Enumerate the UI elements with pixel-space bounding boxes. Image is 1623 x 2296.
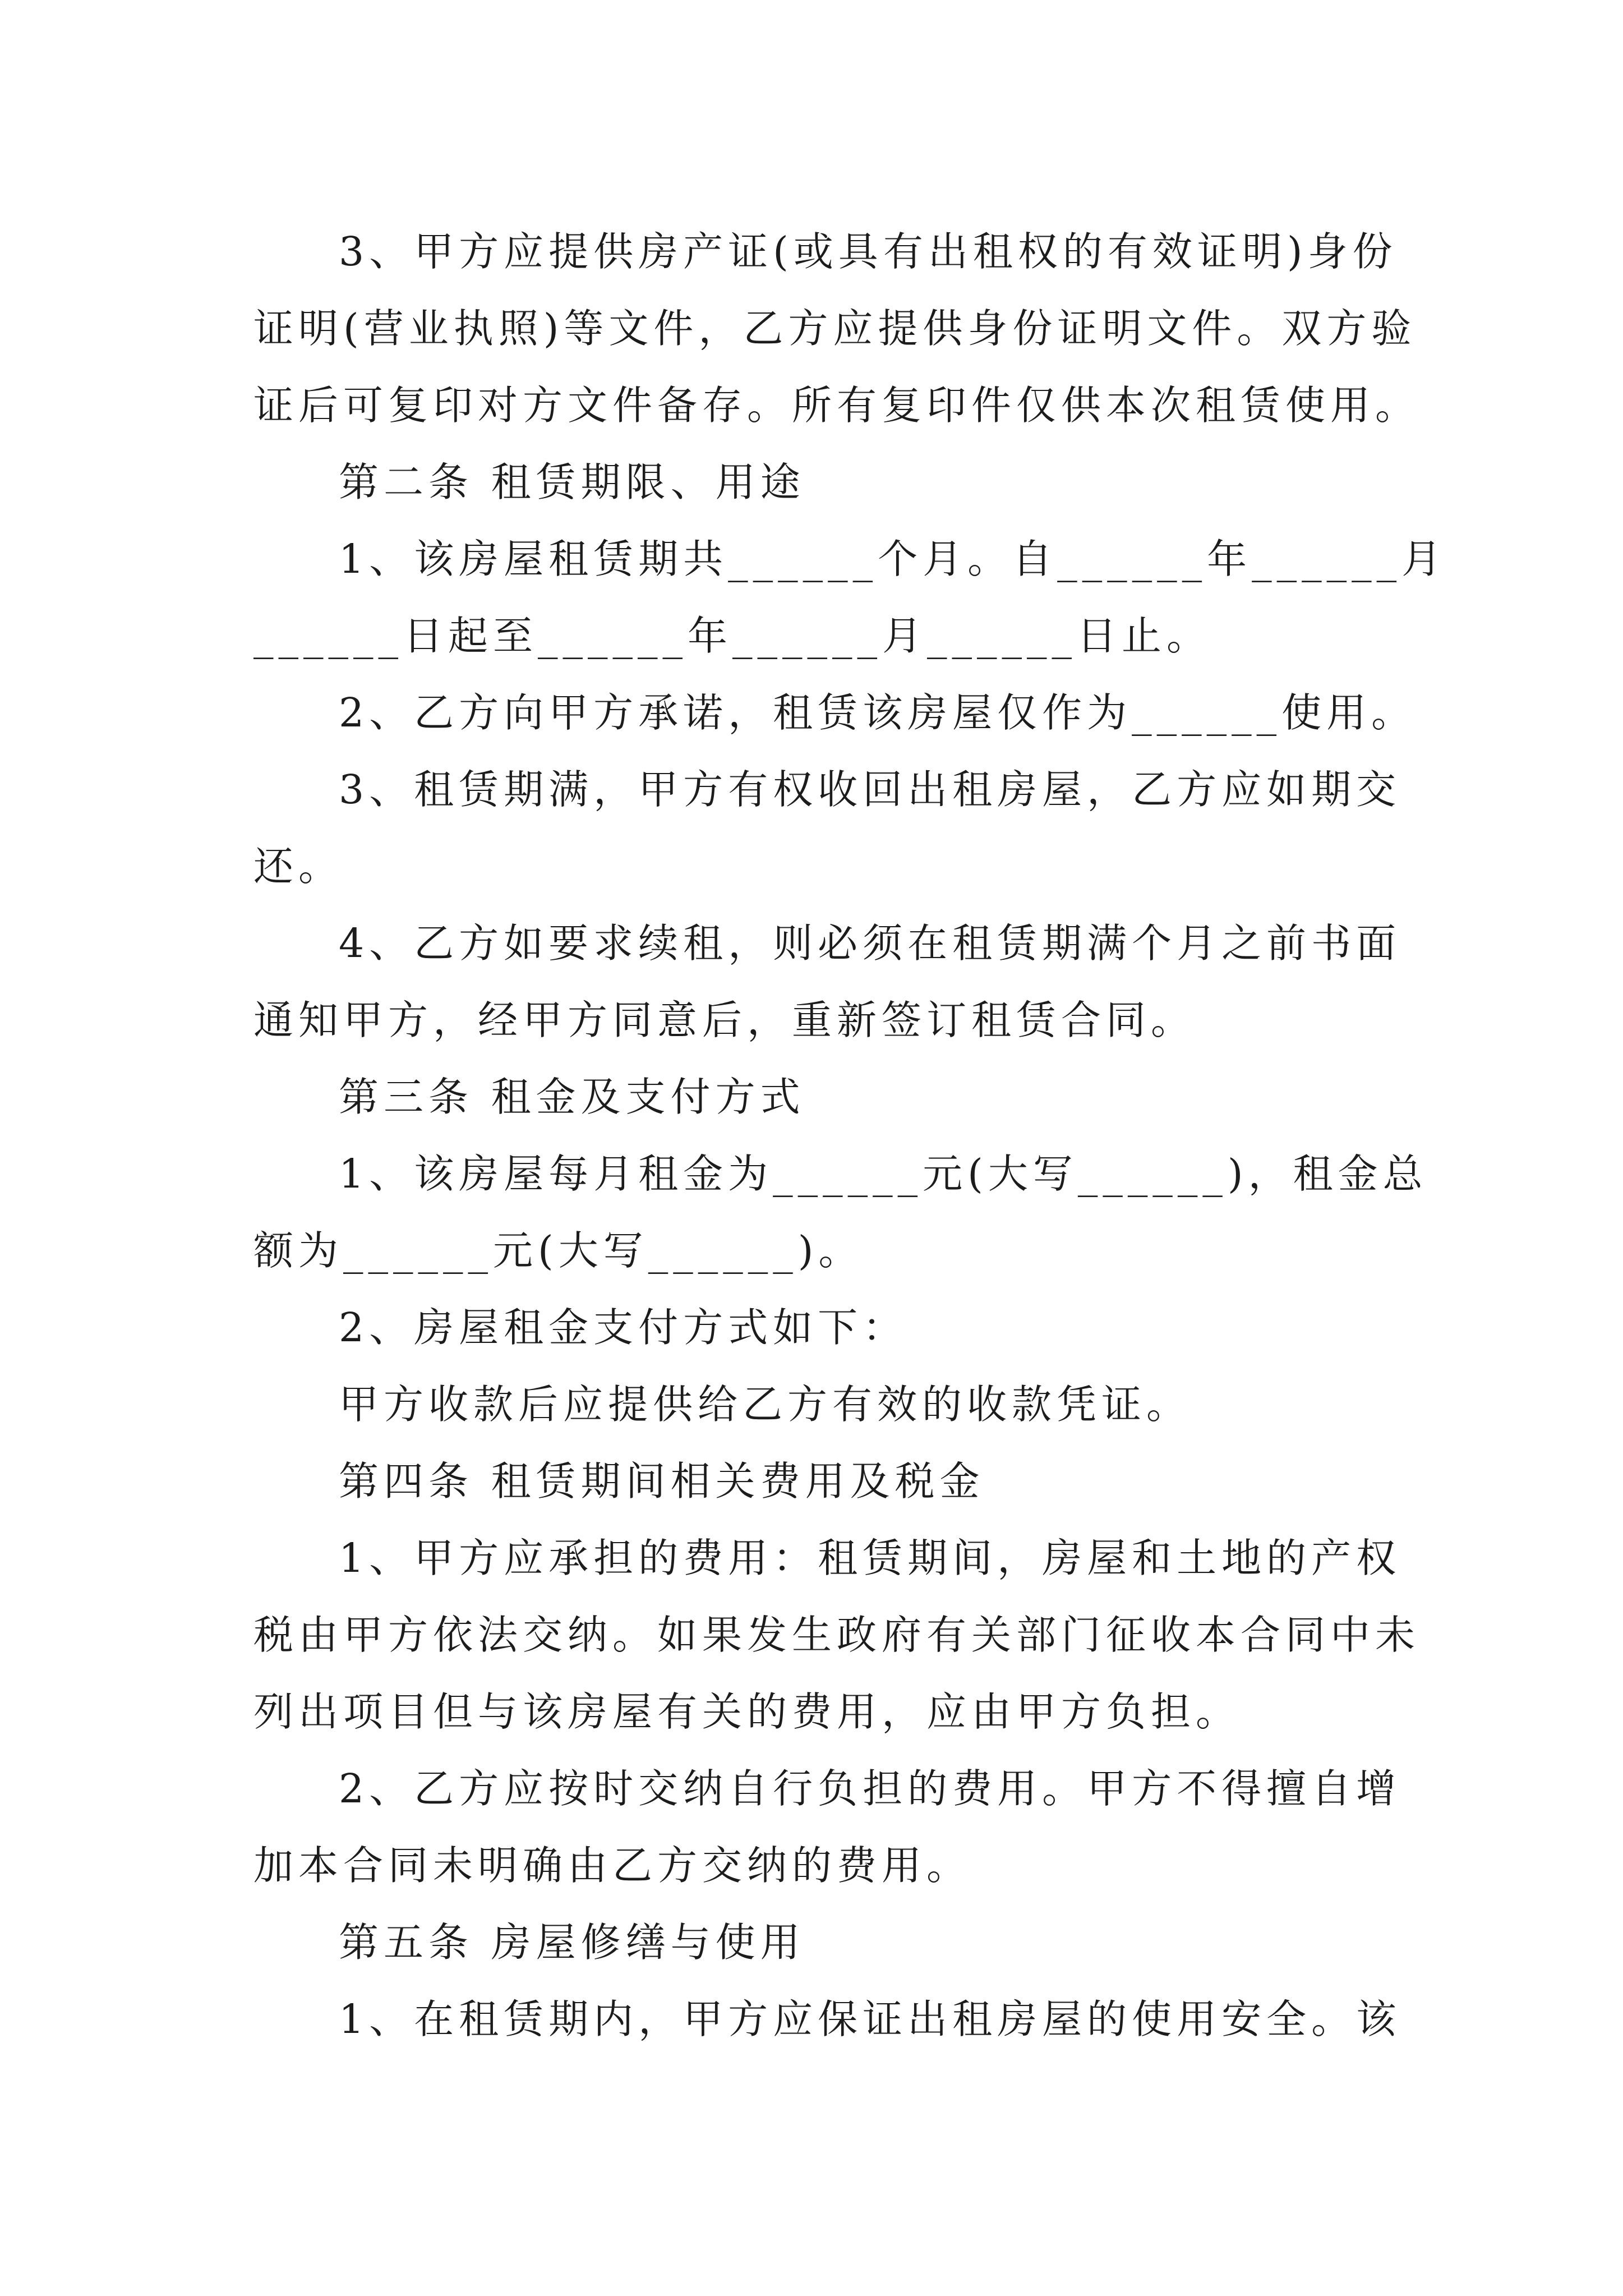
- text-line: 通知甲方，经甲方同意后，重新签订租赁合同。: [253, 997, 1196, 1043]
- text-line: 证明(营业执照)等文件，乙方应提供身份证明文件。双方验: [253, 305, 1417, 352]
- text-line: 税由甲方依法交纳。如果发生政府有关部门征收本合同中未: [253, 1612, 1421, 1658]
- section-heading: 第四条 租赁期间相关费用及税金: [339, 1458, 985, 1504]
- text-line: 2、乙方向甲方承诺，租赁该房屋仅作为______使用。: [339, 689, 1417, 736]
- text-line: 3、租赁期满，甲方有权收回出租房屋，乙方应如期交: [339, 766, 1401, 813]
- document-body: [253, 213, 1447, 2058]
- section-heading: 第二条 租赁期限、用途: [339, 459, 805, 505]
- section-heading: 第三条 租金及支付方式: [339, 1074, 805, 1120]
- text-line: 3、甲方应提供房产证(或具有出租权的有效证明)身份: [339, 228, 1398, 275]
- text-line: 1、甲方应承担的费用：租赁期间，房屋和土地的产权: [339, 1535, 1401, 1581]
- text-line: 1、该房屋租赁期共______个月。自______年______月: [339, 536, 1447, 582]
- text-line: 额为______元(大写______)。: [253, 1227, 864, 1274]
- text-line: 2、乙方应按时交纳自行负担的费用。甲方不得擅自增: [339, 1765, 1401, 1812]
- text-line: 列出项目但与该房屋有关的费用，应由甲方负担。: [253, 1688, 1241, 1735]
- text-line: 还。: [253, 843, 344, 890]
- text-line: 1、该房屋每月租金为______元(大写______)，租金总: [339, 1151, 1428, 1197]
- text-line: 2、房屋租金支付方式如下：: [339, 1304, 908, 1351]
- text-line: 甲方收款后应提供给乙方有效的收款凭证。: [339, 1381, 1192, 1428]
- section-heading: 第五条 房屋修缮与使用: [339, 1919, 805, 1966]
- text-line: 1、在租赁期内，甲方应保证出租房屋的使用安全。该: [339, 1996, 1401, 2042]
- text-line: 证后可复印对方文件备存。所有复印件仅供本次租赁使用。: [253, 382, 1421, 429]
- text-line: ______日起至______年______月______日止。: [253, 613, 1212, 659]
- text-line: 4、乙方如要求续租，则必须在租赁期满个月之前书面: [339, 920, 1401, 967]
- text-line: 加本合同未明确由乙方交纳的费用。: [253, 1842, 972, 1889]
